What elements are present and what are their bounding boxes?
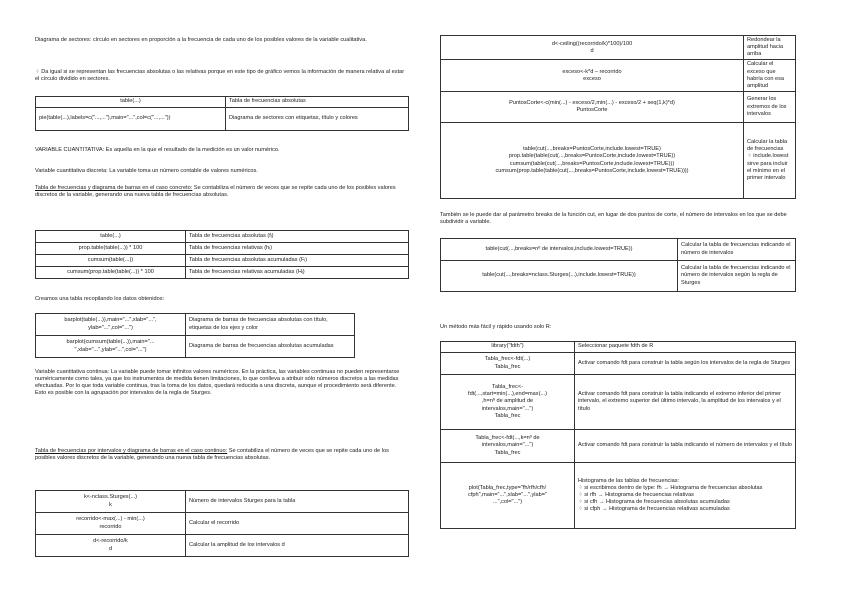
table-row <box>441 92 796 123</box>
code-cell: barplot(table(...)),main="...",xlab="...", ylab="...",col="...") <box>36 314 186 336</box>
table-row <box>36 267 409 279</box>
table-row <box>441 261 796 292</box>
table-row <box>441 353 796 375</box>
code-cell: pie(table(...),labels=c("...,..."),main="...",col=c("...,...")) <box>36 108 226 131</box>
code-cell: recorrido<-max(...) - min(...) recorrido <box>36 513 186 535</box>
sturges-table-wrap <box>35 490 409 557</box>
table-row <box>36 491 409 513</box>
desc-cell: Calcular el exceso que habría con esa amplitud <box>744 60 796 92</box>
table-row <box>441 342 796 353</box>
desc-cell: Calcular la tabla de frecuencias ⁘ include.lowest sirve para incluir el mínimo en el primer intervalo <box>744 123 796 199</box>
code-cell: table(cut(...,breaks=PuntosCorte,include.lowest=TRUE) prop.table(table(cut(...,breaks=PuntosCorte,include.lowest=TRUE)) cumsum(table(cut(...,breaks=PuntosCorte,include.lowest=TRUE))) cumsum(prop.table(table(cut(...,breaks=PuntosCorte,include.lowest=TRUE)))) <box>441 123 744 199</box>
cut-points-table-wrap <box>440 35 796 199</box>
desc-cell: Diagrama de barras de frecuencias absolutas con título, etiquetas de los ejes y color <box>186 314 355 336</box>
interval-table-intro <box>35 448 409 462</box>
fdth-table-wrap <box>440 341 796 529</box>
pie-chart-definition: Diagrama de sectores: círculo en sectores en proporción a la frecuencia de cada uno de los posibles valores de la variable cualitativa. <box>35 37 367 43</box>
fdth-intro <box>440 324 796 331</box>
table-row <box>441 463 796 529</box>
desc-cell: Diagrama de sectores con etiquetas, título y colores <box>226 108 409 131</box>
pie-commands-table <box>35 96 409 131</box>
desc-cell: Tabla de frecuencias absolutas <box>226 97 409 108</box>
table-row <box>441 239 796 261</box>
code-cell: d<-recorrido/k d <box>36 535 186 557</box>
code-cell: Tabla_frec<-fdt(...,k=nº de intervalos,main="...") Tabla_frec <box>441 430 575 463</box>
desc-cell: Calcular la tabla de frecuencias indicando el número de intervalos según la regla de Sturges <box>678 261 796 292</box>
desc-cell: Redondear la amplitud hacia arriba <box>744 36 796 60</box>
desc-cell: Número de intervalos Sturges para la tabla <box>186 491 409 513</box>
code-cell: PuntosCorte<-c(min(...) - exceso/2,min(...) - exceso/2 + seq(1,k)*d) PuntosCorte <box>441 92 744 123</box>
code-cell: Tabla_frec<- fdt(...,start=min(...),end=max(...) ,h=nº de amplitud de intervalos,main="...") Tabla_frec <box>441 375 575 430</box>
discrete-table-intro <box>35 185 409 199</box>
table-row <box>441 375 796 430</box>
code-cell: d<-ceiling((recorrido/k)*100)/100 d <box>441 36 744 60</box>
desc-cell: Calcular la amplitud de los intervalos d <box>186 535 409 557</box>
code-cell: barplot(cumsum(table(...)),main="... ",xlab="...",ylab="...",col="...") <box>36 336 186 358</box>
code-cell: prop.table(table(...)) * 100 <box>36 243 186 255</box>
table-row <box>36 243 409 255</box>
pie-chart-note <box>35 69 409 83</box>
continuous-definition: Variable cuantitativa continua: La variable puede tomar infinitos valores numéricos. En la práctica, las variables continuas no pueden representarse numéricamente como tales, ya que los instrumentos de medida tienen limitaciones, lo que conlleva a atribuir sólo números discretos a las medidas efectuadas. Por lo que toda variable continua, tras la toma de los datos, quedará reducida a una discreta, aunque el procedimiento será diferente. Esto es posible con la agrupación por intervalos de la regla de Sturges. <box>35 369 400 397</box>
code-cell: table(...) <box>36 97 226 108</box>
pie-chart-intro <box>35 37 409 44</box>
desc-cell: Diagrama de barras de frecuencias absolutas acumuladas <box>186 336 355 358</box>
interval-table-intro-text <box>35 448 409 462</box>
quantitative-variable <box>35 147 409 154</box>
desc-cell: Activar comando fdt para construir la tabla indicando el extremo inferior del primer intervalo, el extremo superior del último intervalo, la amplitud de los intervalos y el título <box>575 375 796 430</box>
pie-chart-note-text: ⁘ Da igual si se representan las frecuencias absolutas o las relativas porque en este tipo de gráfico vemos la información de manera relativa al estar el círculo dividido en sectores. <box>35 69 405 83</box>
code-cell: cumsum(table(...)) <box>36 255 186 267</box>
breaks-intro <box>440 212 796 226</box>
barplot-commands-table <box>35 313 355 358</box>
code-cell: library("fdth") <box>441 342 575 353</box>
desc-cell: Calcular la tabla de frecuencias indicando el número de intervalos <box>678 239 796 261</box>
table-row <box>441 123 796 199</box>
table-row <box>36 108 409 131</box>
pie-table-wrap <box>35 96 409 131</box>
table-row <box>36 314 355 336</box>
table-row <box>36 231 409 243</box>
fdth-commands-table <box>440 341 796 529</box>
code-cell: k<-nclass.Sturges(...) k <box>36 491 186 513</box>
table-row <box>441 36 796 60</box>
desc-cell: Activar comando fdt para construir la tabla según los intervalos de la regla de Sturges <box>575 353 796 375</box>
sturges-commands-table <box>35 490 409 557</box>
table-row <box>36 336 355 358</box>
interval-table-body: Se contabiliza el número de veces que se repite cada uno de los posibles valores discretos de la variable, generando una nueva tabla de frecuencias absolutas. <box>35 448 389 462</box>
discrete-variable <box>35 168 409 175</box>
fdth-intro-text: Un método más fácil y rápido usando solo R: <box>440 324 552 330</box>
creamos-intro <box>35 296 409 303</box>
code-cell: Tabla_frec<-fdt(...) Tabla_frec <box>441 353 575 375</box>
table-row <box>441 430 796 463</box>
quantitative-definition: VARIABLE CUANTITATIVA: Es aquella en la que el resultado de la medición es un valor numérico. <box>35 147 280 153</box>
desc-cell: Tabla de frecuencias absolutas (fᵢ) <box>186 231 409 243</box>
code-cell: cumsum(prop.table(table(...)) * 100 <box>36 267 186 279</box>
desc-cell: Tabla de frecuencias relativas acumuladas (Hᵢ) <box>186 267 409 279</box>
desc-cell: Generar los extremos de los intervalos <box>744 92 796 123</box>
discrete-table-intro-text <box>35 185 409 199</box>
breaks-text: También se le puede dar al parámetro breaks de la función cut, en lugar de dos puntos de corte, el número de intervalos en los que se debe subdividir a variable. <box>440 212 787 226</box>
desc-cell: Seleccionar paquete fdth de R <box>575 342 796 353</box>
breaks-commands-table <box>440 238 796 292</box>
cut-points-table <box>440 35 796 199</box>
discrete-table-heading: Tabla de frecuencias y diagrama de barras en el caso concreto: <box>35 185 193 191</box>
code-cell: table(cut(...,breaks=nº de intervalos,include.lowest=TRUE)) <box>441 239 678 261</box>
desc-cell: Tabla de frecuencias relativas (hᵢ) <box>186 243 409 255</box>
code-cell: table(cut(...,breaks=nclass.Sturges(...),include.lowest=TRUE)) <box>441 261 678 292</box>
desc-cell: Activar comando fdt para construir la tabla indicando el número de intervalos y el título <box>575 430 796 463</box>
desc-cell: Histograma de las tablas de frecuencias: ⁘ si escribimos dentro de type: fh → Histograma de frecuencias absolutas ⁘ si rfh → Histograma de frecuencias relativas ⁘ si cfh → Histograma de frecuencias absolutas acumuladas ⁘ si cfph → Histograma de frecuencias relativas acumuladas <box>575 463 796 529</box>
discrete-table-body: Se contabiliza el número de veces que se repite cada uno de los posibles valores discretos de la variable, generando una nueva tabla de frecuencias absolutas. <box>35 185 396 199</box>
barplot-table-wrap <box>35 313 409 358</box>
table-row <box>441 60 796 92</box>
desc-cell: Tabla de frecuencias absolutas acumuladas (Fᵢ) <box>186 255 409 267</box>
code-cell: table(...) <box>36 231 186 243</box>
discrete-table-wrap <box>35 230 409 279</box>
discrete-definition: Variable cuantitativa discreta: La variable toma un número contable de valores numéricos. <box>35 168 258 174</box>
code-cell: plot(Tabla_frec,type="fh/rfh/cfh/ cfph",main="...",xlab="...",ylab=" ...",col="...") <box>441 463 575 529</box>
continuous-variable <box>35 369 409 398</box>
creamos-text: Creamos una tabla recopilando los datos obtenidos: <box>35 296 165 302</box>
breaks-table-wrap <box>440 238 796 292</box>
table-row <box>36 255 409 267</box>
table-row <box>36 535 409 557</box>
discrete-commands-table <box>35 230 409 279</box>
table-row <box>36 97 409 108</box>
desc-cell: Calcular el recorrido <box>186 513 409 535</box>
interval-table-heading: Tabla de frecuencias por intervalos y diagrama de barras en el caso continuo: <box>35 448 228 454</box>
table-row <box>36 513 409 535</box>
code-cell: exceso<-k*d – recorrido exceso <box>441 60 744 92</box>
